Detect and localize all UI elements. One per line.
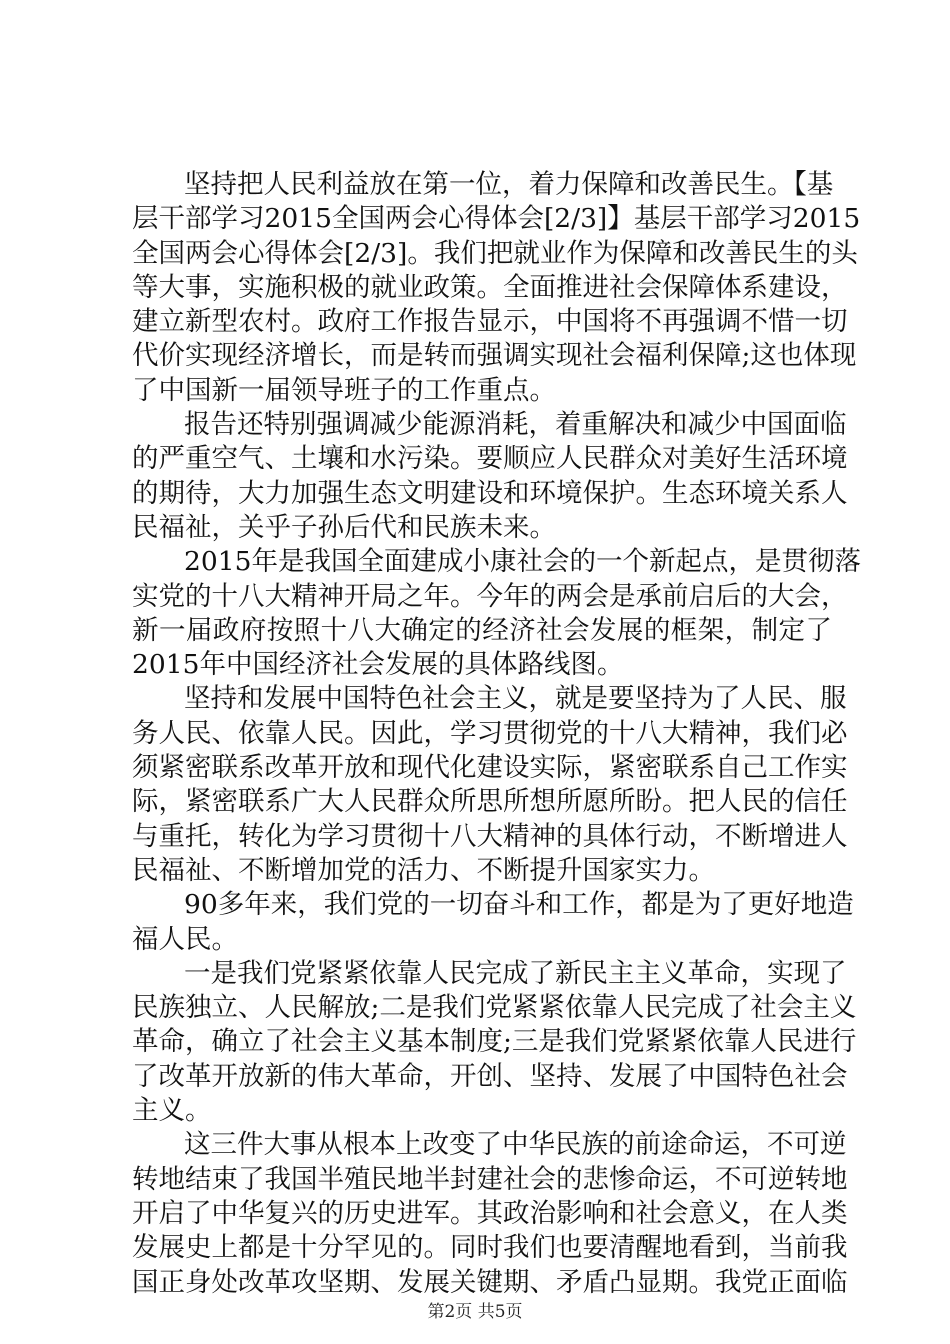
text-line: 转地结束了我国半殖民地半封建社会的悲惨命运，不可逆转地 — [132, 1163, 848, 1195]
text-line: 这三件大事从根本上改变了中华民族的前途命运，不可逆 — [184, 1129, 847, 1161]
text-line: 了中国新一届领导班子的工作重点。 — [132, 374, 556, 406]
text-line: 的期待，大力加强生态文明建设和环境保护。生态环境关系人 — [132, 477, 848, 509]
text-line: 2015年是我国全面建成小康社会的一个新起点，是贯彻落 — [184, 546, 861, 578]
text-line: 民福祉，关乎子孙后代和民族未来。 — [132, 511, 556, 543]
text-line: 务人民、依靠人民。因此，学习贯彻党的十八大精神，我们必 — [132, 717, 848, 749]
text-line: 开启了中华复兴的历史进军。其政治影响和社会意义，在人类 — [132, 1197, 848, 1229]
text-line: 福人民。 — [132, 923, 238, 955]
text-line: 坚持和发展中国特色社会主义，就是要坚持为了人民、服 — [184, 683, 847, 715]
paragraph — [132, 682, 848, 888]
text-line: 的严重空气、土壤和水污染。要顺应人民群众对美好生活环境 — [132, 443, 848, 475]
text-line: 报告还特别强调减少能源消耗，着重解决和减少中国面临 — [184, 409, 847, 441]
paragraph — [132, 168, 861, 408]
text-line: 国正身处改革攻坚期、发展关键期、矛盾凸显期。我党正面临 — [132, 1266, 848, 1298]
text-line: 主义。 — [132, 1095, 212, 1127]
text-line: 发展史上都是十分罕见的。同时我们也要清醒地看到，当前我 — [132, 1232, 848, 1264]
text-line: 须紧密联系改革开放和现代化建设实际，紧密联系自己工作实 — [132, 752, 848, 784]
paragraph — [132, 957, 857, 1128]
page-number-footer: 第2页 共5页 — [427, 1302, 523, 1322]
text-line: 层干部学习2015全国两会心得体会[2/3]】基层干部学习2015 — [132, 203, 861, 235]
text-line: 等大事，实施积极的就业政策。全面推进社会保障体系建设， — [132, 271, 848, 303]
text-line: 民族独立、人民解放;二是我们党紧紧依靠人民完成了社会主义 — [132, 992, 857, 1024]
text-line: 一是我们党紧紧依靠人民完成了新民主主义革命，实现了 — [184, 957, 847, 989]
document-body — [132, 168, 861, 1300]
text-line: 代价实现经济增长，而是转而强调实现社会福利保障;这也体现 — [132, 340, 857, 372]
text-line: 民福祉、不断增加党的活力、不断提升国家实力。 — [132, 854, 715, 886]
text-line: 90多年来，我们党的一切奋斗和工作，都是为了更好地造 — [184, 889, 854, 921]
text-line: 际，紧密联系广大人民群众所思所想所愿所盼。把人民的信任 — [132, 786, 848, 818]
text-line: 建立新型农村。政府工作报告显示，中国将不再强调不惜一切 — [132, 306, 848, 338]
paragraph — [132, 888, 854, 957]
text-line: 与重托，转化为学习贯彻十八大精神的具体行动，不断增进人 — [132, 820, 848, 852]
text-line: 革命，确立了社会主义基本制度;三是我们党紧紧依靠人民进行 — [132, 1026, 857, 1058]
text-line: 坚持把人民利益放在第一位，着力保障和改善民生。【基 — [184, 169, 834, 200]
paragraph — [132, 408, 848, 545]
text-line: 2015年中国经济社会发展的具体路线图。 — [132, 649, 624, 681]
text-line: 了改革开放新的伟大革命，开创、坚持、发展了中国特色社会 — [132, 1060, 848, 1092]
text-line: 新一届政府按照十八大确定的经济社会发展的框架，制定了 — [132, 614, 832, 646]
paragraph — [132, 545, 861, 682]
text-line: 全国两会心得体会[2/3]。我们把就业作为保障和改善民生的头 — [132, 237, 858, 269]
text-line: 实党的十八大精神开局之年。今年的两会是承前启后的大会， — [132, 580, 848, 612]
paragraph — [132, 1128, 848, 1299]
